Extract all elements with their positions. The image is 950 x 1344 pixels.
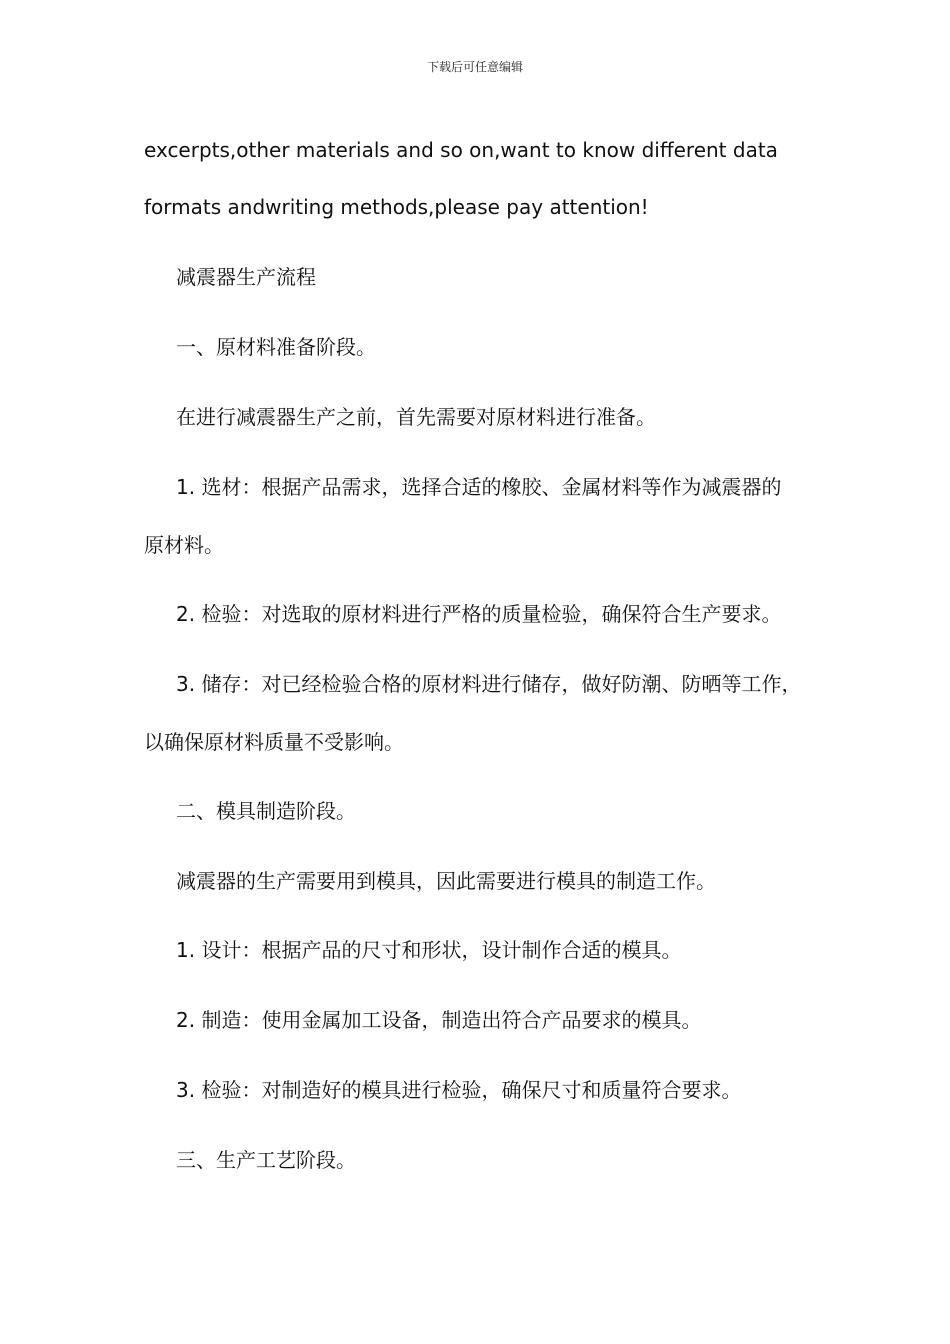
section-heading: 一、原材料准备阶段。 — [176, 335, 376, 359]
section-heading: 三、生产工艺阶段。 — [176, 1148, 356, 1172]
list-item: 3. 检验：对制造好的模具进行检验，确保尺寸和质量符合要求。 — [176, 1078, 742, 1102]
list-item-continuation: 以确保原材料质量不受影响。 — [144, 730, 404, 754]
document-title: 减震器生产流程 — [176, 265, 316, 289]
list-item: 1. 设计：根据产品的尺寸和形状，设计制作合适的模具。 — [176, 938, 682, 962]
list-item: 3. 储存：对已经检验合格的原材料进行储存，做好防潮、防晒等工作， — [176, 672, 802, 696]
paragraph-line: 减震器的生产需要用到模具，因此需要进行模具的制造工作。 — [176, 869, 716, 893]
list-item: 2. 检验：对选取的原材料进行严格的质量检验，确保符合生产要求。 — [176, 602, 782, 626]
list-item: 2. 制造：使用金属加工设备，制造出符合产品要求的模具。 — [176, 1008, 702, 1032]
paragraph-line: formats andwriting methods,please pay attention! — [144, 195, 649, 219]
page-header: 下载后可任意编辑 — [426, 60, 523, 74]
paragraph-line: excerpts,other materials and so on,want to know different data — [144, 138, 778, 162]
paragraph-line: 在进行减震器生产之前，首先需要对原材料进行准备。 — [176, 405, 656, 429]
section-heading: 二、模具制造阶段。 — [176, 799, 356, 823]
list-item-continuation: 原材料。 — [144, 533, 224, 557]
list-item: 1. 选材：根据产品需求，选择合适的橡胶、金属材料等作为减震器的 — [176, 475, 782, 499]
